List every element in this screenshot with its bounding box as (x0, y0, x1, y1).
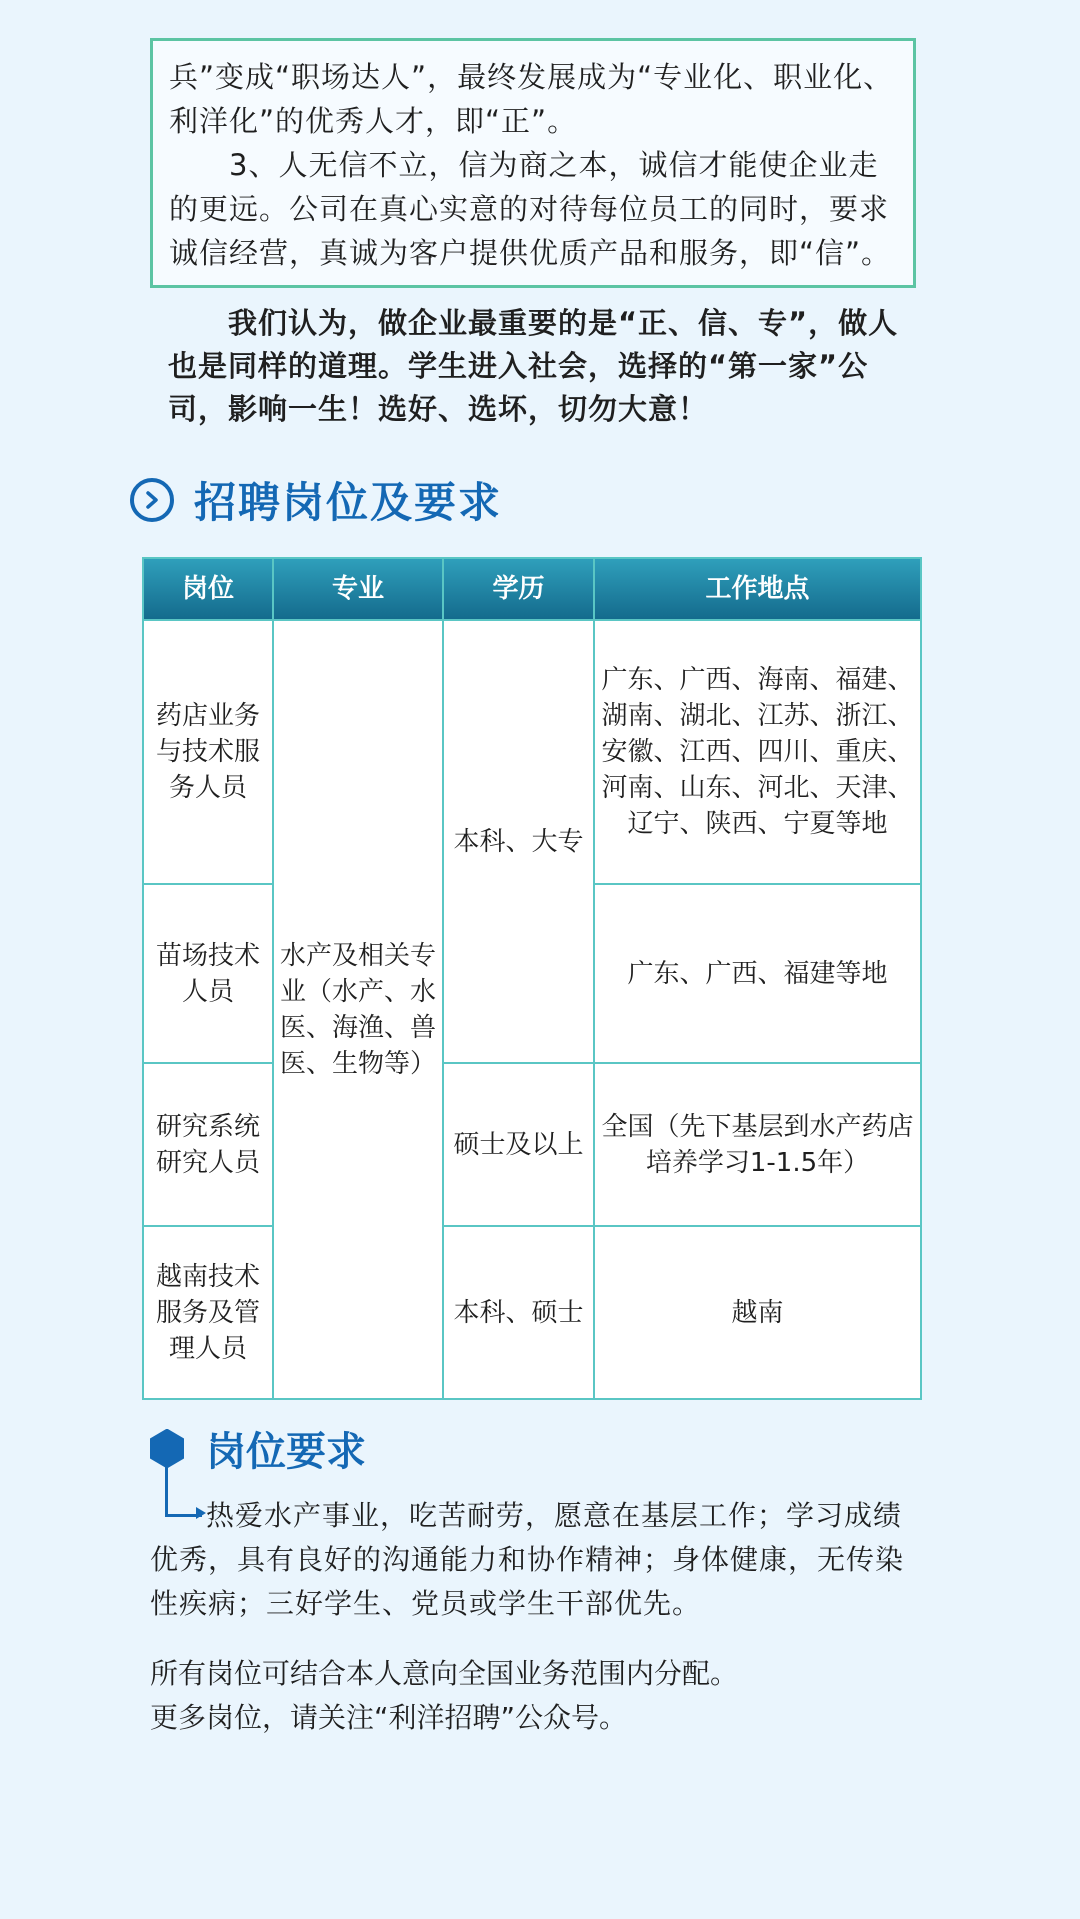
location-cell: 全国（先下基层到水产药店培养学习1-1.5年） (594, 1063, 921, 1226)
education-cell: 硕士及以上 (443, 1063, 594, 1226)
header-major: 专业 (273, 558, 443, 620)
note-line: 所有岗位可结合本人意向全国业务范围内分配。 (150, 1657, 739, 1690)
chevron-right-circle-icon (130, 478, 174, 522)
intro-point-3: 3、人无信不立，信为商之本，诚信才能使企业走的更远。公司在真心实意的对待每位员工的同时，要求诚信经营，真诚为客户提供优质产品和服务，即“信”。 (169, 148, 892, 270)
position-cell: 苗场技术人员 (143, 884, 273, 1063)
table-row (143, 1226, 921, 1399)
belief-paragraph (168, 302, 920, 431)
education-cell: 本科、硕士 (443, 1226, 594, 1399)
position-cell: 药店业务与技术服务人员 (143, 620, 273, 884)
requirements-title: 岗位要求 (206, 1429, 366, 1475)
header-education: 学历 (443, 558, 594, 620)
section-title: 招聘岗位及要求 (194, 478, 503, 527)
location-cell: 广东、广西、福建等地 (594, 884, 921, 1063)
header-location: 工作地点 (594, 558, 921, 620)
table-row (143, 1063, 921, 1226)
education-cell: 本科、大专 (443, 620, 594, 1063)
section-header (130, 470, 502, 530)
requirements-body (150, 1494, 925, 1626)
position-cell: 越南技术服务及管理人员 (143, 1226, 273, 1399)
jobs-table (142, 557, 922, 1400)
requirements-text: 热爱水产事业，吃苦耐劳，愿意在基层工作；学习成绩优秀，具有良好的沟通能力和协作精神；身体健康，无传染性疾病；三好学生、党员或学生干部优先。 (150, 1499, 905, 1620)
notes (150, 1652, 925, 1740)
location-cell: 广东、广西、海南、福建、湖南、湖北、江苏、浙江、安徽、江西、四川、重庆、河南、山东、河北、天津、辽宁、陕西、宁夏等地 (594, 620, 921, 884)
position-cell: 研究系统研究人员 (143, 1063, 273, 1226)
note-line: 更多岗位，请关注“利洋招聘”公众号。 (150, 1701, 628, 1734)
belief-text: 我们认为，做企业最重要的是“正、信、专”，做人也是同样的道理。学生进入社会，选择的“第一家”公司，影响一生！选好、选坏，切勿大意！ (168, 306, 899, 426)
intro-box (150, 38, 916, 288)
intro-line: 兵”变成“职场达人”，最终发展成为“专业化、职业化、利洋化”的优秀人才，即“正”。 (169, 60, 894, 138)
table-row (143, 620, 921, 884)
location-cell: 越南 (594, 1226, 921, 1399)
header-position: 岗位 (143, 558, 273, 620)
table-header-row (143, 558, 921, 620)
major-cell: 水产及相关专业（水产、水医、海渔、兽医、生物等） (273, 620, 443, 1399)
